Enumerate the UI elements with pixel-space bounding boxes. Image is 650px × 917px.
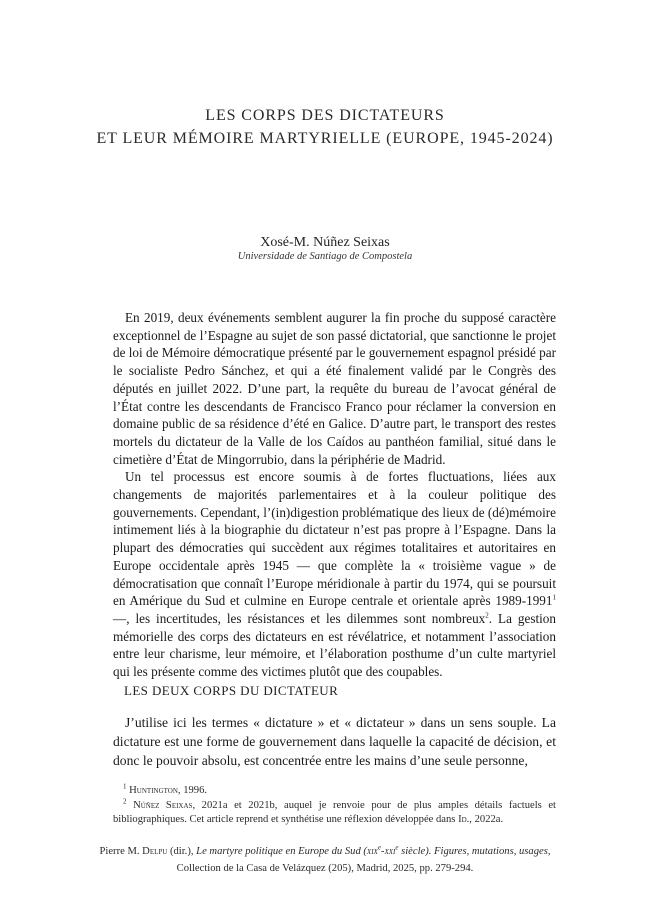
footnote-ref-1[interactable]: 1: [552, 593, 556, 602]
footnote-2-text: , 2021a et 2021b, auquel je renvoie pour de plus amples détails factuels et bibliographiques. Cet article reprend et synthétise une réflexion développée dans: [113, 799, 556, 825]
author-name: Xosé-M. Núñez Seixas: [260, 235, 390, 250]
citation-century-2: xxi: [384, 846, 396, 857]
footnote-2-end: , 2022a.: [469, 814, 504, 825]
paragraph-2-text-c: . La gestion mémorielle des corps des dictateurs en est révélatrice, et notamment l’association entre leur charisme, leur mémoire, et l’élaboration posthume d’un culte martyriel qui les présente comme des victimes plutôt que des coupables.: [113, 610, 556, 680]
citation-title-b: siècle). Figures, mutations, usages,: [398, 846, 551, 857]
citation-editor-name: Delpu: [142, 846, 168, 857]
footnote-2-ibid: Id.: [458, 814, 470, 825]
footnote-1-text: , 1996.: [177, 785, 208, 796]
section-body: [113, 713, 556, 770]
footnote-ref-2[interactable]: 2: [485, 611, 489, 620]
citation-title-a: Le martyre politique en Europe du Sud (: [196, 846, 367, 857]
citation-line-2: Collection de la Casa de Velázquez (205), Madrid, 2025, pp. 279-294.: [176, 863, 474, 874]
intro-section: [113, 309, 556, 681]
footnote-2-number: 2: [123, 796, 127, 805]
footnote-1: [113, 784, 556, 799]
footnote-2-author: Núñez Seixas: [133, 799, 193, 811]
footnote-1-number: 1: [123, 782, 127, 791]
footnote-1-author: Huntington: [129, 785, 178, 796]
citation-book-title: [196, 843, 551, 857]
paragraph-1: En 2019, deux événements semblent augurer la fin proche du supposé caractère exceptionnel de l’Espagne au sujet de son passé dictatorial, que sanctionne le projet de loi de Mémoire démocratique présenté par le gouvernement espagnol présidé par le socialiste Pedro Sánchez, et qui a été finalement validé par le Congrès des députés en juillet 2022. D’une part, la requête du bureau de l’avocat général de l’État contre les descendants de Francisco Franco pour réclamer la conversion en domaine public de sa résidence d’été en Galice. D’autre part, le transport des restes mortels du dictateur de la Valle de los Caídos au panthéon familial, situé dans le cimetière d’État de Mingorrubio, dans la périphérie de Madrid.: [113, 310, 556, 467]
footnote-2: [113, 796, 556, 828]
paragraph-2-text-b: —, les incertitudes, les résistances et les dilemmes sont nombreux: [113, 610, 486, 626]
citation-line-1: [60, 843, 590, 860]
citation-dash: -: [380, 846, 385, 857]
citation-century-1: xix: [366, 846, 378, 857]
title-line-1: LES CORPS DES DICTATEURS: [205, 107, 445, 124]
citation-editor-pre: Pierre M.: [99, 846, 143, 857]
paragraph-3: J’utilise ici les termes « dictature » et « dictateur » dans un sens souple. La dictature est une forme de gouvernement dans laquelle la capacité de décision, et donc le pouvoir absolu, est concentrée entre les mains d’une seule personne,: [113, 715, 556, 768]
paragraph-2-text-a: Un tel processus est encore soumis à de fortes fluctuations, liées aux changements de majorités parlementaires et à la couleur politique des gouvernements. Cependant, l’(in)digestion problématique des lieux de (dé)mémoire intimement liés à la biographie du dictateur n’est pas propre à l’Espagne. Dans la plupart des démocraties qui succèdent aux régimes totalitaires et autoritaires en Europe occidentale après 1945 — que complète la « troisième vague » de démocratisation que connaît l’Europe méridionale à partir du 1974, qui se poursuit en Amérique du Sud et culmine en Europe centrale et orientale après 1989-1991: [113, 469, 556, 609]
paragraph-2: [113, 468, 556, 680]
author-affiliation: Universidade de Santiago de Compostela: [237, 251, 413, 262]
citation-century-1-sup: e: [377, 843, 381, 852]
title-line-2: ET LEUR MÉMOIRE MARTYRIELLE (EUROPE, 1945-2024): [96, 130, 554, 147]
section-heading: LES DEUX CORPS DU DICTATEUR: [124, 683, 339, 698]
citation-century-2-sup: e: [395, 843, 399, 852]
footnotes: [113, 784, 556, 828]
book-citation: [60, 843, 590, 877]
article-title: [60, 104, 590, 150]
citation-editor-post: (dir.),: [167, 846, 197, 857]
